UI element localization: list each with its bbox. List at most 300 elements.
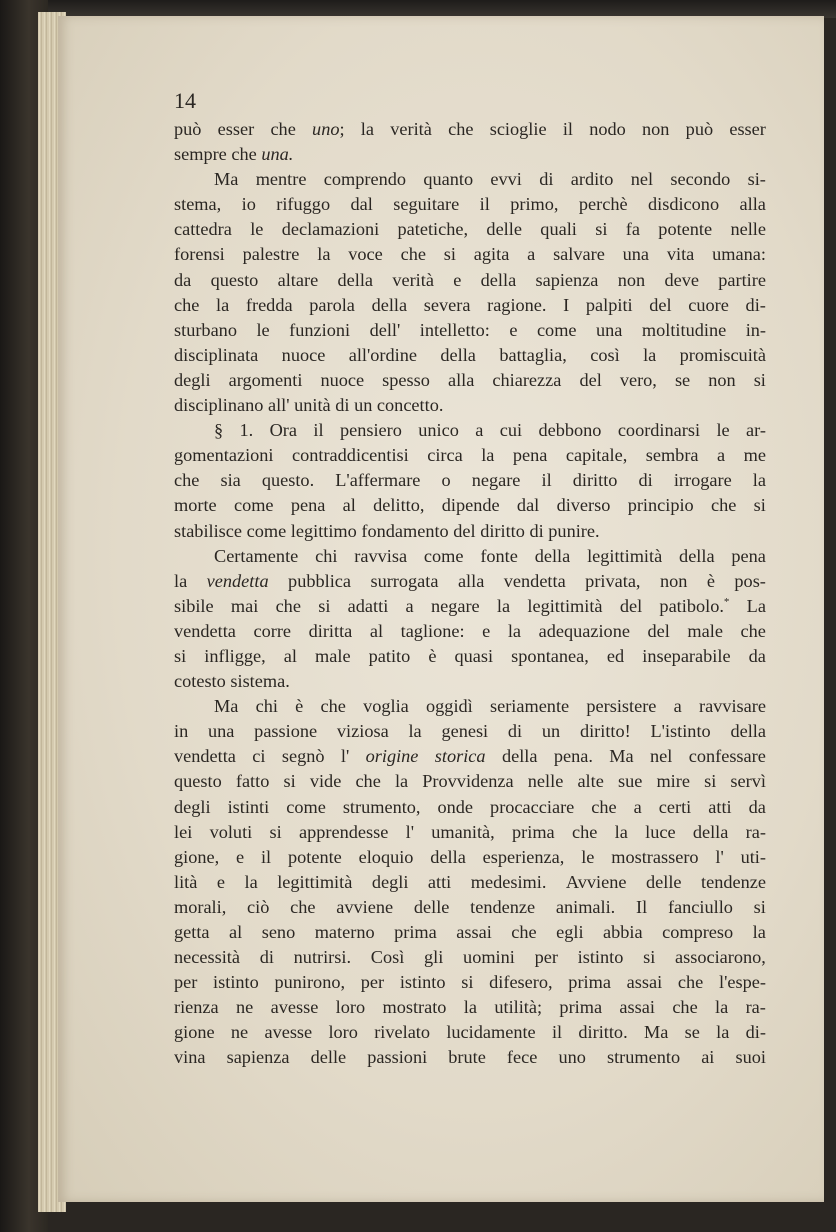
text-word	[646, 443, 699, 468]
text-run: dell'	[369, 319, 401, 340]
text-word	[487, 293, 546, 318]
text-run: una	[208, 721, 235, 742]
text-word	[313, 418, 323, 443]
text-run: intelletto:	[419, 319, 490, 340]
text-word	[579, 192, 628, 217]
text-word	[620, 594, 642, 619]
text-word	[747, 594, 766, 619]
text-word	[474, 242, 510, 267]
text-word	[315, 920, 375, 945]
text-word	[554, 744, 593, 769]
text-run: Ma	[609, 746, 634, 767]
text-word	[174, 744, 236, 769]
text-run: e	[236, 846, 245, 867]
text-word	[579, 368, 601, 393]
text-run: si	[283, 771, 296, 792]
text-word	[320, 368, 364, 393]
text-run: capitale,	[565, 445, 628, 466]
text-line	[174, 870, 766, 895]
text-word	[424, 945, 443, 970]
text-word	[335, 393, 354, 418]
text-word	[256, 694, 278, 719]
text-word	[656, 769, 690, 794]
text-run: che	[711, 495, 737, 516]
text-run: oggidì	[426, 696, 473, 717]
text-word	[730, 217, 766, 242]
text-run: per	[174, 972, 198, 993]
text-run: male	[687, 620, 723, 641]
text-run: disciplinano	[174, 395, 264, 416]
text-run: prima	[394, 922, 437, 942]
text-word	[288, 845, 342, 870]
text-word	[441, 468, 450, 493]
text-word	[309, 619, 353, 644]
text-word	[444, 242, 456, 267]
text-word	[401, 619, 465, 644]
text-word	[382, 995, 446, 1020]
text-line	[174, 920, 766, 945]
text-run: la	[174, 570, 188, 591]
text-word	[643, 945, 655, 970]
text-run: vina	[174, 1047, 206, 1068]
text-run: al	[342, 495, 356, 516]
text-word	[214, 694, 238, 719]
text-word	[618, 268, 645, 293]
text-run: al	[369, 620, 384, 641]
text-run: una	[596, 319, 623, 340]
text-word	[428, 644, 436, 669]
text-run: all'ordine	[348, 344, 417, 365]
text-word	[174, 1045, 205, 1070]
text-word	[174, 318, 237, 343]
text-run: sembra	[645, 445, 699, 466]
text-word	[746, 1020, 766, 1045]
text-run: esperienza,	[482, 846, 565, 867]
text-word	[343, 795, 421, 820]
text-run: coordinarsi	[617, 420, 701, 441]
text-word	[490, 167, 521, 192]
text-word	[674, 468, 732, 493]
text-line	[174, 644, 766, 669]
text-run: può	[685, 119, 714, 139]
text-run: ravvisare	[698, 696, 766, 717]
text-run: lucidamente	[446, 1022, 536, 1043]
text-word	[250, 217, 263, 242]
text-run: per	[360, 972, 385, 993]
text-run: negare	[471, 470, 521, 491]
text-run: taglione:	[400, 620, 465, 641]
text-word	[573, 468, 618, 493]
text-run: scioglie	[489, 119, 547, 139]
text-word	[406, 594, 414, 619]
text-run: parola	[309, 294, 355, 315]
text-word	[278, 268, 319, 293]
text-run: getta	[174, 922, 210, 942]
text-word	[336, 895, 393, 920]
text-word	[716, 418, 729, 443]
text-word	[642, 318, 726, 343]
text-run: della	[534, 545, 571, 566]
text-run: mentre	[255, 169, 307, 190]
text-run: L'istinto	[650, 721, 711, 742]
text-word	[220, 468, 240, 493]
text-run: unico	[418, 420, 459, 441]
text-word	[699, 694, 766, 719]
text-word	[229, 368, 303, 393]
text-line	[174, 1020, 766, 1045]
text-word	[651, 719, 711, 744]
text-word	[754, 368, 766, 393]
text-word	[373, 493, 424, 518]
text-run: che	[275, 595, 301, 616]
text-run: che	[231, 144, 257, 165]
text-word	[631, 167, 653, 192]
text-word	[277, 870, 352, 895]
text-word	[470, 895, 535, 920]
text-word	[406, 820, 414, 845]
text-word	[361, 117, 374, 142]
text-run: fonte	[480, 545, 518, 566]
text-word	[590, 343, 619, 368]
text-run: nodo	[589, 119, 626, 139]
text-line	[174, 167, 766, 192]
text-run: del	[453, 520, 476, 541]
text-word	[701, 870, 766, 895]
text-word	[274, 970, 345, 995]
text-word	[174, 769, 222, 794]
text-word	[174, 117, 201, 142]
text-run: punire.	[548, 520, 600, 541]
text-run: nelle	[527, 771, 564, 792]
text-run: chiarezza	[492, 369, 562, 390]
text-run: sistema.	[230, 671, 290, 692]
text-word	[744, 443, 766, 468]
text-run: vero,	[619, 369, 657, 390]
text-run: voce	[348, 244, 383, 265]
text-run: procacciare	[490, 796, 575, 817]
text-run: utilità;	[494, 997, 543, 1018]
text-run: delle	[646, 871, 682, 892]
text-run: da	[748, 796, 766, 817]
text-word	[499, 343, 567, 368]
text-word	[730, 719, 766, 744]
text-run: atti	[708, 796, 732, 817]
text-word	[284, 769, 296, 794]
text-run: ragione.	[487, 294, 547, 315]
text-word	[456, 920, 492, 945]
text-run: a	[633, 796, 642, 817]
text-word	[571, 167, 614, 192]
text-word	[282, 744, 325, 769]
text-line	[174, 493, 766, 518]
text-line	[174, 142, 766, 167]
text-run: pensiero	[339, 420, 402, 441]
text-run: l'espe-	[718, 972, 766, 993]
text-word	[359, 845, 414, 870]
text-word	[535, 544, 571, 569]
text-run: assai	[626, 972, 663, 993]
text-run: che	[270, 119, 296, 139]
text-word	[174, 669, 230, 694]
text-run: mostrato	[382, 997, 447, 1018]
text-word	[481, 443, 494, 468]
text-run: La	[746, 595, 766, 616]
text-run: segnò	[281, 746, 325, 767]
text-run: di-	[745, 294, 766, 315]
text-word	[288, 569, 351, 594]
text-word	[268, 393, 294, 418]
text-run: a	[673, 696, 682, 717]
text-run: una	[622, 244, 650, 265]
text-word	[424, 544, 464, 569]
text-word	[548, 519, 599, 544]
text-word	[361, 519, 453, 544]
text-run: prima	[512, 821, 555, 842]
text-run: seno	[261, 922, 296, 942]
text-word	[367, 1045, 427, 1070]
text-run: che	[290, 896, 316, 917]
text-line	[174, 117, 766, 142]
text-run: luce	[645, 821, 676, 842]
text-word	[289, 318, 350, 343]
text-run: declamazioni	[281, 219, 380, 240]
text-word	[214, 167, 238, 192]
text-word	[568, 970, 611, 995]
text-word	[207, 569, 269, 594]
text-run: di	[638, 470, 653, 491]
text-run: che	[672, 997, 698, 1018]
italic-text: vendetta	[206, 570, 269, 591]
text-run: Ma	[214, 169, 239, 190]
text-word	[566, 870, 627, 895]
text-run: delitto,	[373, 495, 425, 516]
text-word	[627, 970, 663, 995]
text-run: servì	[730, 771, 766, 792]
text-word	[701, 1045, 714, 1070]
text-run: degli	[174, 369, 211, 390]
text-run: pena	[731, 545, 766, 566]
text-run: delle	[413, 896, 450, 917]
text-run: agita	[473, 244, 510, 265]
text-word	[475, 418, 483, 443]
text-word	[648, 192, 719, 217]
text-run: nel	[630, 169, 654, 190]
text-word	[603, 920, 643, 945]
text-word	[481, 268, 517, 293]
text-run: forensi	[174, 244, 225, 265]
text-word	[264, 1020, 312, 1045]
text-word	[348, 594, 389, 619]
text-word	[490, 795, 574, 820]
text-word	[315, 544, 337, 569]
text-run: vendetta	[174, 746, 236, 767]
text-word	[749, 644, 766, 669]
text-run: all'	[267, 395, 290, 416]
text-word	[492, 368, 561, 393]
text-run: come	[246, 520, 287, 541]
text-word	[482, 619, 490, 644]
text-run: brute	[448, 1047, 486, 1068]
text-word	[312, 117, 345, 142]
text-run: materno	[314, 922, 375, 942]
text-word	[685, 1020, 700, 1045]
text-run: la	[216, 294, 230, 315]
text-word	[754, 493, 766, 518]
text-run: di	[539, 169, 554, 190]
text-run: e	[509, 319, 518, 340]
text-run: persistere	[586, 696, 657, 717]
text-run: vendetta	[174, 620, 236, 641]
text-word	[424, 293, 471, 318]
text-word	[351, 192, 373, 217]
text-run: surrogata	[370, 570, 439, 591]
text-word	[458, 569, 484, 594]
text-run: delle	[310, 1047, 347, 1068]
text-word	[315, 644, 351, 669]
text-run: abbia	[603, 922, 643, 942]
text-word	[240, 418, 254, 443]
text-run: avviene	[336, 896, 394, 917]
text-word	[464, 995, 477, 1020]
text-word	[746, 318, 766, 343]
text-word	[174, 795, 211, 820]
text-word	[753, 468, 766, 493]
text-word	[607, 1045, 680, 1070]
text-run: vita	[666, 244, 695, 265]
text-word	[586, 293, 633, 318]
text-run: genesi	[441, 721, 489, 742]
text-word	[294, 945, 351, 970]
text-run: dal	[516, 495, 540, 516]
text-run: stabilisce	[174, 520, 243, 541]
text-run: loro	[328, 1022, 358, 1043]
text-word	[463, 945, 515, 970]
text-run: cattedra	[174, 219, 232, 240]
text-run: il	[479, 194, 490, 215]
text-word	[174, 644, 186, 669]
text-word	[754, 895, 766, 920]
text-word	[426, 694, 473, 719]
text-word	[585, 569, 640, 594]
text-word	[282, 217, 379, 242]
text-run: rienza	[174, 997, 219, 1018]
text-run: cuore	[688, 294, 729, 315]
text-run: verità	[390, 119, 432, 139]
text-run: 1.	[239, 420, 254, 441]
text-word	[644, 1020, 668, 1045]
text-word	[490, 117, 547, 142]
text-word	[556, 895, 615, 920]
text-run: lei	[174, 821, 193, 842]
text-word	[741, 619, 766, 644]
text-run: alla	[739, 194, 766, 215]
text-run: unità	[294, 395, 331, 416]
text-run: alla	[457, 570, 485, 591]
text-run: come	[536, 319, 577, 340]
text-word	[708, 368, 735, 393]
text-line	[174, 343, 766, 368]
italic-text: una.	[261, 144, 294, 165]
text-word	[236, 769, 270, 794]
text-run: da	[174, 269, 192, 290]
text-word	[174, 393, 268, 418]
text-run: voglia	[363, 696, 409, 717]
text-run: associarono,	[675, 947, 766, 968]
text-run: può	[174, 119, 202, 139]
text-word	[471, 870, 547, 895]
text-run: spontanea,	[511, 645, 589, 666]
text-word	[553, 242, 605, 267]
text-word	[174, 343, 258, 368]
text-word	[472, 468, 521, 493]
text-run: della	[430, 846, 466, 867]
text-run: salvare	[553, 244, 605, 265]
text-line	[174, 519, 766, 544]
text-word	[748, 167, 766, 192]
text-word	[284, 644, 297, 669]
text-word	[229, 920, 242, 945]
text-word	[741, 845, 766, 870]
text-line	[174, 242, 766, 267]
text-word	[746, 418, 766, 443]
text-word	[204, 644, 265, 669]
text-word	[321, 694, 346, 719]
text-run: la	[715, 997, 729, 1018]
text-word	[299, 820, 388, 845]
text-word	[480, 192, 490, 217]
text-run: un	[354, 395, 373, 416]
text-word	[382, 368, 430, 393]
text-line	[174, 719, 766, 744]
text-word	[174, 242, 225, 267]
text-run: patetiche,	[397, 219, 469, 240]
text-word	[672, 995, 697, 1020]
text-word	[371, 945, 405, 970]
text-word	[256, 318, 269, 343]
text-run: la	[463, 997, 477, 1018]
text-run: le	[581, 846, 595, 867]
text-run: sempre	[174, 144, 227, 165]
text-word	[659, 795, 691, 820]
text-run: sapienza	[226, 1047, 290, 1068]
text-run: è	[428, 645, 437, 666]
text-run: mai	[230, 595, 259, 616]
text-run: di-	[745, 1022, 766, 1043]
text-word	[609, 744, 633, 769]
text-word	[276, 594, 301, 619]
text-run: palestre	[242, 244, 300, 265]
text-word	[262, 468, 314, 493]
text-word	[394, 920, 437, 945]
text-run: si	[643, 947, 656, 968]
text-word	[587, 544, 662, 569]
text-word	[354, 393, 377, 418]
text-line	[174, 268, 766, 293]
text-run: promiscuità	[679, 344, 766, 365]
text-word	[361, 970, 384, 995]
text-word	[557, 493, 611, 518]
text-line	[174, 544, 766, 569]
text-line	[174, 669, 766, 694]
text-run: da	[748, 645, 766, 666]
text-run: L'affermare	[335, 470, 421, 491]
text-run: umanità,	[431, 821, 495, 842]
text-run: sia	[220, 470, 241, 491]
text-run: Ora	[269, 420, 298, 441]
text-word	[623, 242, 649, 267]
text-word	[290, 895, 315, 920]
text-word	[486, 217, 522, 242]
